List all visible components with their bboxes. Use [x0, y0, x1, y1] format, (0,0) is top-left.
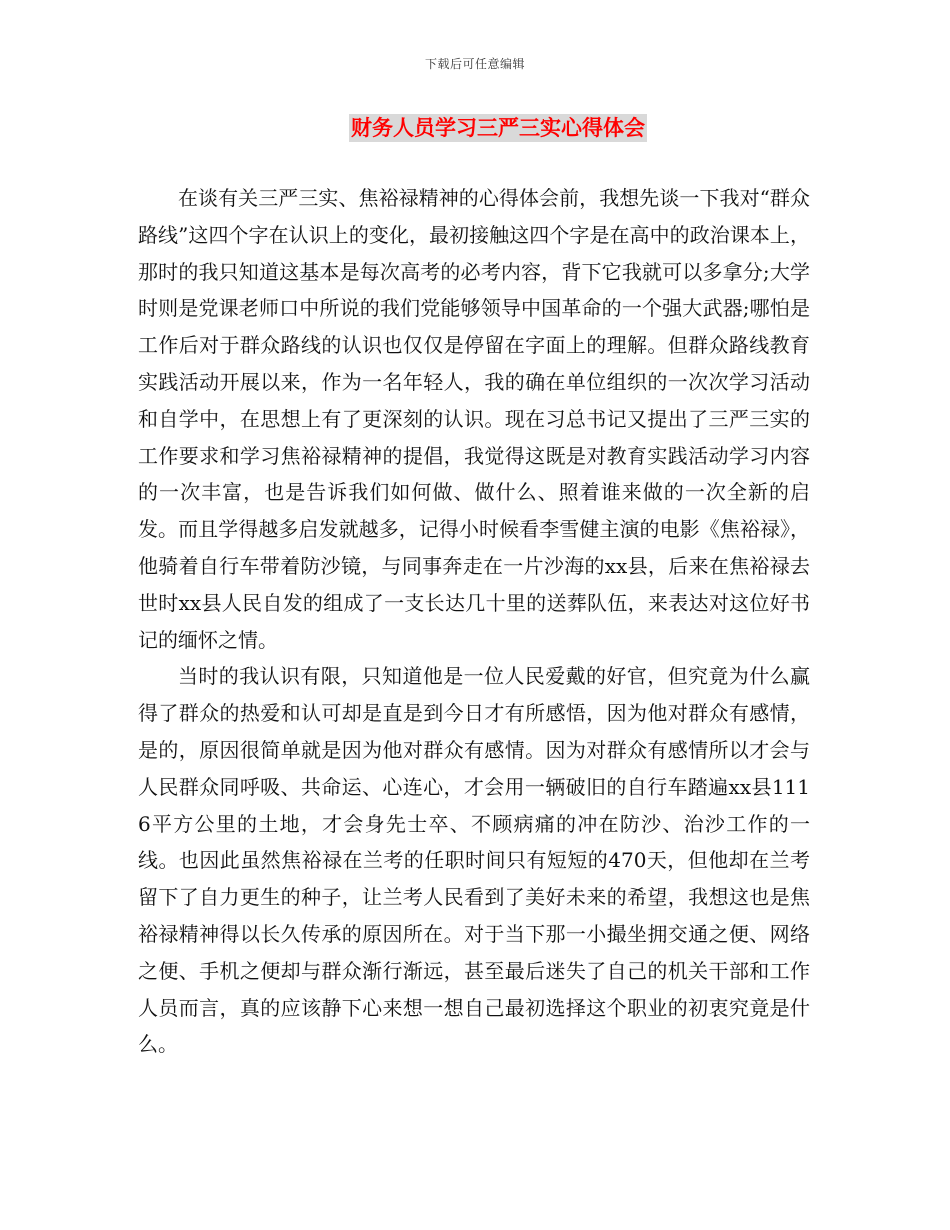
paragraph-2: 当时的我认识有限，只知道他是一位人民爱戴的好官，但究竟为什么赢得了群众的热爱和认可却是直是到今日才有所感悟，因为他对群众有感情，是的，原因很简单就是因为他对群众有感情。因为对群众有感情所以才会与人民群众同呼吸、共命运、心连心，才会用一辆破旧的自行车踏遍xx县1116平方公里的土地，才会身先士卒、不顾病痛的冲在防沙、治沙工作的一线。也因此虽然焦裕禄在兰考的任职时间只有短短的470天，但他却在兰考留下了自力更生的种子，让兰考人民看到了美好未来的希望，我想这也是焦裕禄精神得以长久传承的原因所在。对于当下那一小撮坐拥交通之便、网络之便、手机之便却与群众渐行渐远，甚至最后迷失了自己的机关干部和工作人员而言，真的应该静下心来想一想自己最初选择这个职业的初衷究竟是什么。	[138, 664, 810, 1057]
document-body	[138, 180, 810, 1063]
document-title: 财务人员学习三严三实心得体会	[351, 116, 645, 140]
paragraph-1: 在谈有关三严三实、焦裕禄精神的心得体会前，我想先谈一下我对“群众路线”这四个字在认识上的变化，最初接触这四个字是在高中的政治课本上，那时的我只知道这基本是每次高考的必考内容，背下它我就可以多拿分;大学时则是党课老师口中所说的我们党能够领导中国革命的一个强大武器;哪怕是工作后对于群众路线的认识也仅仅是停留在字面上的理解。但群众路线教育实践活动开展以来，作为一名年轻人，我的确在单位组织的一次次学习活动和自学中，在思想上有了更深刻的认识。现在习总书记又提出了三严三实的工作要求和学习焦裕禄精神的提倡，我觉得这既是对教育实践活动学习内容的一次丰富，也是告诉我们如何做、做什么、照着谁来做的一次全新的启发。而且学得越多启发就越多，记得小时候看李雪健主演的电影《焦裕禄》，他骑着自行车带着防沙镜，与同事奔走在一片沙海的xx县，后来在焦裕禄去世时xx县人民自发的组成了一支长达几十里的送葬队伍，来表达对这位好书记的缅怀之情。	[138, 186, 810, 652]
title-container	[0, 114, 950, 142]
page-header-note: 下载后可任意编辑	[424, 57, 525, 71]
